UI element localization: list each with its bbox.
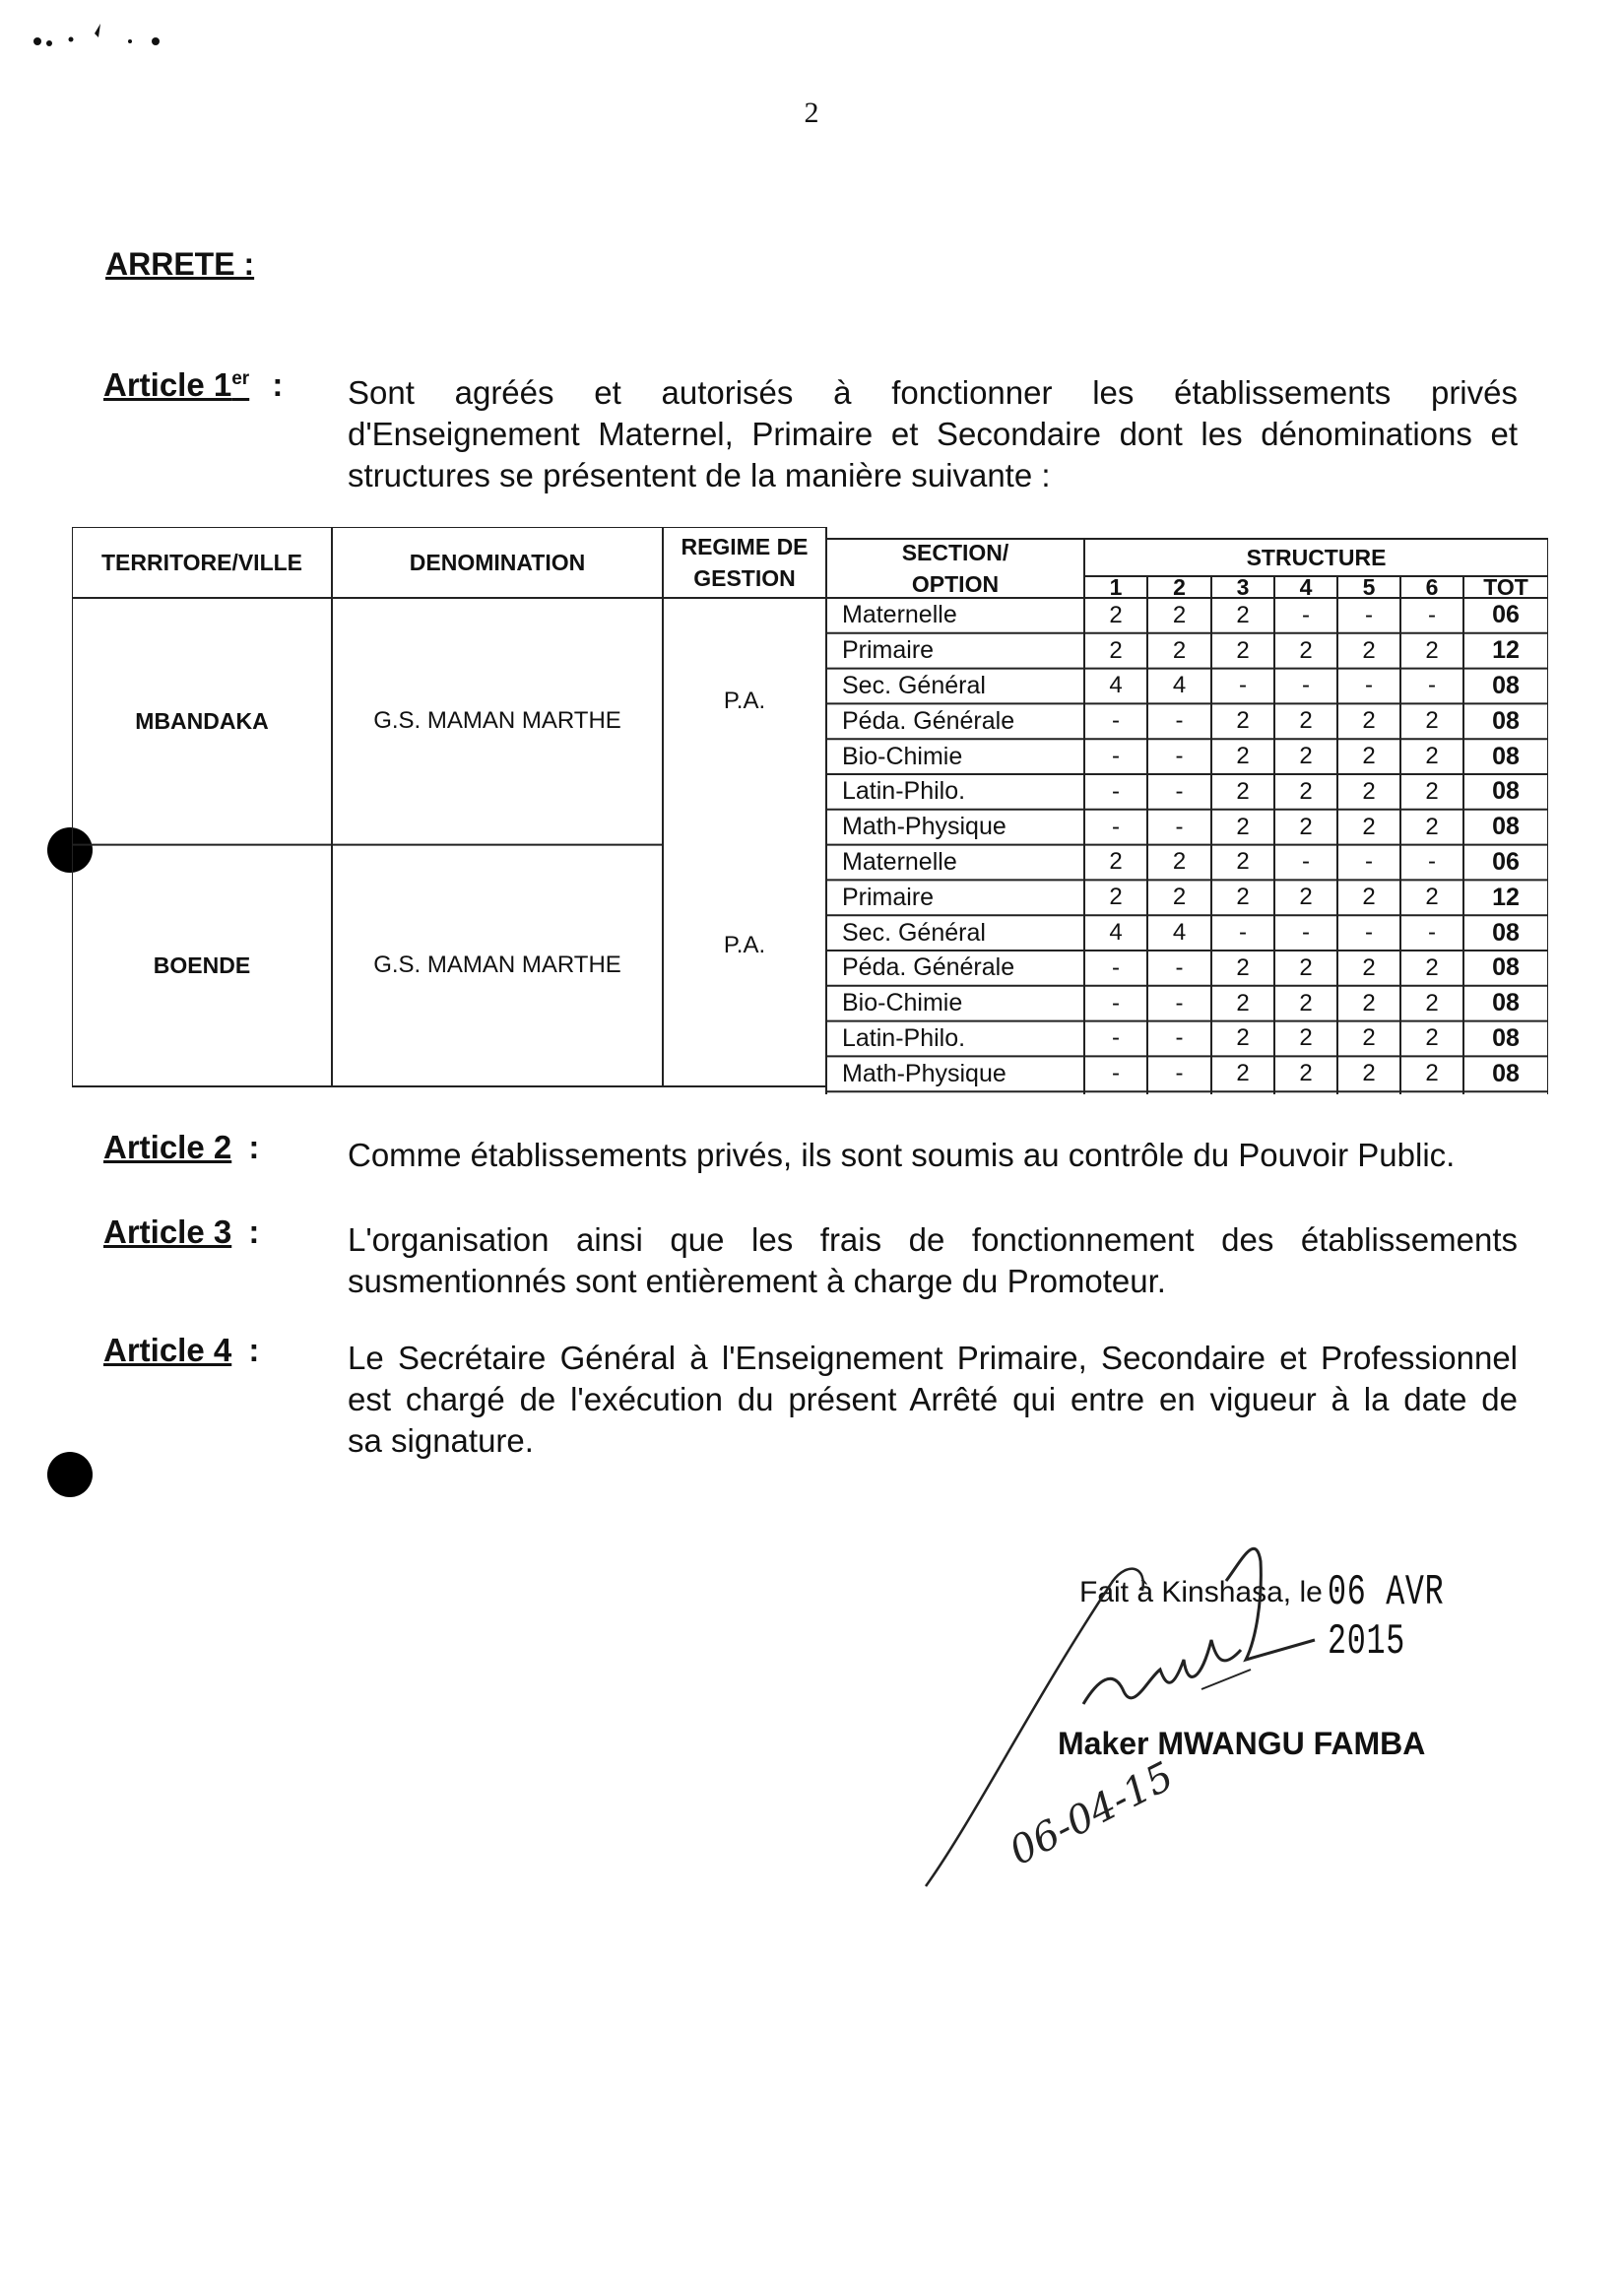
place-date: Fait à Kinshasa, le	[1079, 1576, 1323, 1608]
value-row-8-col-4: -	[1302, 848, 1310, 876]
header-col-3: 3	[1236, 574, 1250, 600]
value-row-6-col-1: -	[1112, 777, 1120, 805]
article-4-label: Article 4 :	[103, 1332, 260, 1368]
value-row-2-col-7: 12	[1492, 636, 1520, 665]
article-4-line-3: sa signature.	[348, 1422, 534, 1459]
value-row-7-col-6: 2	[1425, 813, 1439, 840]
value-row-7-col-7: 08	[1492, 813, 1520, 841]
page-number: 2	[804, 97, 819, 129]
denomination-2: G.S. MAMAN MARTHE	[373, 951, 621, 979]
value-row-8-col-7: 06	[1492, 847, 1520, 876]
value-row-5-col-2: -	[1175, 743, 1184, 770]
value-row-13-col-5: 2	[1362, 1024, 1376, 1052]
value-row-3-col-5: -	[1365, 672, 1373, 699]
value-row-4-col-7: 08	[1492, 706, 1520, 735]
value-row-9-col-1: 2	[1109, 884, 1123, 911]
article-4-text	[348, 1338, 1518, 1462]
value-row-5-col-1: -	[1112, 743, 1120, 770]
value-row-3-col-1: 4	[1109, 672, 1123, 699]
value-row-6-col-6: 2	[1425, 777, 1439, 805]
punch-hole-bottom	[47, 1452, 93, 1497]
value-row-13-col-3: 2	[1236, 1024, 1250, 1052]
value-row-14-col-7: 08	[1492, 1059, 1520, 1087]
value-row-13-col-6: 2	[1425, 1024, 1439, 1052]
value-row-3-col-6: -	[1428, 672, 1436, 699]
value-row-2-col-5: 2	[1362, 636, 1376, 664]
value-row-7-col-5: 2	[1362, 813, 1376, 840]
value-row-12-col-7: 08	[1492, 989, 1520, 1017]
value-row-11-col-1: -	[1112, 953, 1120, 981]
header-structure: STRUCTURE	[1246, 545, 1387, 570]
value-row-11-col-6: 2	[1425, 953, 1439, 981]
decision-heading: ARRETE :	[105, 246, 255, 282]
value-row-2-col-6: 2	[1425, 636, 1439, 664]
date-stamp: 06 AVR 2015	[1328, 1568, 1445, 1667]
value-row-8-col-6: -	[1428, 848, 1436, 876]
article-1-line-3: structures se présentent de la manière suivante :	[348, 457, 1051, 493]
value-row-4-col-6: 2	[1425, 707, 1439, 735]
value-row-1-col-3: 2	[1236, 601, 1250, 628]
signatory-name: Maker MWANGU FAMBA	[1058, 1726, 1426, 1761]
value-row-10-col-2: 4	[1172, 919, 1187, 947]
handwritten-date: 06-04-15	[1003, 1753, 1182, 1874]
value-row-3-col-2: 4	[1172, 672, 1187, 699]
value-row-5-col-3: 2	[1236, 743, 1250, 770]
value-row-13-col-2: -	[1175, 1024, 1184, 1052]
structures-table	[72, 527, 1548, 1094]
value-row-13-col-7: 08	[1492, 1023, 1520, 1052]
section-row-13: Latin-Philo.	[842, 1023, 966, 1052]
value-row-6-col-2: -	[1175, 777, 1184, 805]
header-denomination: DENOMINATION	[409, 550, 586, 575]
value-row-1-col-1: 2	[1109, 601, 1123, 628]
value-row-1-col-4: -	[1302, 601, 1310, 628]
article-2-text	[348, 1135, 1518, 1176]
value-row-5-col-5: 2	[1362, 743, 1376, 770]
value-row-5-col-6: 2	[1425, 743, 1439, 770]
section-row-6: Latin-Philo.	[842, 777, 966, 806]
value-row-12-col-5: 2	[1362, 989, 1376, 1017]
article-3-line-2: susmentionnés sont entièrement à charge du Promoteur.	[348, 1263, 1166, 1299]
value-row-12-col-1: -	[1112, 989, 1120, 1017]
value-row-1-col-5: -	[1365, 601, 1373, 628]
section-row-5: Bio-Chimie	[842, 742, 963, 770]
value-row-12-col-2: -	[1175, 989, 1184, 1017]
header-col-7: TOT	[1483, 574, 1528, 600]
article-3-text	[348, 1219, 1518, 1302]
value-row-13-col-1: -	[1112, 1024, 1120, 1052]
value-row-10-col-6: -	[1428, 919, 1436, 947]
value-row-11-col-5: 2	[1362, 953, 1376, 981]
value-row-9-col-5: 2	[1362, 884, 1376, 911]
value-row-3-col-7: 08	[1492, 671, 1520, 699]
value-row-4-col-3: 2	[1236, 707, 1250, 735]
article-3-line-1: L'organisation ainsi que les frais de fonctionnement des établissements	[348, 1221, 1518, 1258]
value-row-1-col-2: 2	[1172, 601, 1187, 628]
header-col-5: 5	[1362, 574, 1376, 600]
article-1-line-1: Sont agréés et autorisés à fonctionner les établissements privés	[348, 374, 1518, 411]
value-row-8-col-5: -	[1365, 848, 1373, 876]
value-row-10-col-5: -	[1365, 919, 1373, 947]
article-3-label: Article 3 :	[103, 1214, 260, 1250]
value-row-1-col-7: 06	[1492, 601, 1520, 629]
value-row-9-col-3: 2	[1236, 884, 1250, 911]
value-row-8-col-1: 2	[1109, 848, 1123, 876]
value-row-6-col-4: 2	[1299, 777, 1313, 805]
value-row-9-col-4: 2	[1299, 884, 1313, 911]
value-row-14-col-2: -	[1175, 1060, 1184, 1087]
value-row-14-col-5: 2	[1362, 1060, 1376, 1087]
value-row-2-col-1: 2	[1109, 636, 1123, 664]
value-row-14-col-3: 2	[1236, 1060, 1250, 1087]
value-row-2-col-3: 2	[1236, 636, 1250, 664]
value-row-6-col-3: 2	[1236, 777, 1250, 805]
section-row-3: Sec. Général	[842, 671, 986, 699]
value-row-8-col-3: 2	[1236, 848, 1250, 876]
value-row-6-col-5: 2	[1362, 777, 1376, 805]
article-1-line-2: d'Enseignement Maternel, Primaire et Secondaire dont les dénominations et	[348, 416, 1518, 452]
regime-2: P.A.	[723, 932, 766, 959]
header-col-6: 6	[1425, 574, 1439, 600]
territory-2: BOENDE	[153, 952, 251, 979]
article-2-line-1: Comme établissements privés, ils sont soumis au contrôle du Pouvoir Public.	[348, 1137, 1456, 1173]
value-row-4-col-1: -	[1112, 707, 1120, 735]
scan-speckles	[30, 20, 177, 59]
value-row-4-col-4: 2	[1299, 707, 1313, 735]
section-row-10: Sec. Général	[842, 918, 986, 947]
value-row-4-col-5: 2	[1362, 707, 1376, 735]
section-row-9: Primaire	[842, 883, 935, 911]
territory-1: MBANDAKA	[135, 708, 269, 735]
article-4-line-2: est chargé de l'exécution du présent Arrêté qui entre en vigueur à la date de	[348, 1381, 1518, 1417]
header-territory: TERRITORE/VILLE	[100, 550, 303, 575]
article-1-text	[348, 372, 1518, 496]
value-row-11-col-4: 2	[1299, 953, 1313, 981]
article-1-title: Article 1er	[103, 366, 250, 403]
value-row-9-col-6: 2	[1425, 884, 1439, 911]
value-row-12-col-4: 2	[1299, 989, 1313, 1017]
section-row-7: Math-Physique	[842, 813, 1006, 841]
header-col-4: 4	[1299, 574, 1313, 600]
value-row-7-col-4: 2	[1299, 813, 1313, 840]
section-row-4: Péda. Générale	[842, 706, 1015, 735]
value-row-4-col-2: -	[1175, 707, 1184, 735]
value-row-10-col-7: 08	[1492, 918, 1520, 947]
handwritten-signature	[916, 1522, 1330, 1916]
value-row-14-col-4: 2	[1299, 1060, 1313, 1087]
article-1-label: Article 1er :	[103, 366, 284, 403]
value-row-14-col-1: -	[1112, 1060, 1120, 1087]
header-col-1: 1	[1109, 574, 1123, 600]
value-row-7-col-3: 2	[1236, 813, 1250, 840]
value-row-11-col-3: 2	[1236, 953, 1250, 981]
value-row-10-col-4: -	[1302, 919, 1310, 947]
section-row-11: Péda. Générale	[842, 953, 1015, 982]
value-row-13-col-4: 2	[1299, 1024, 1313, 1052]
article-4-line-1: Le Secrétaire Général à l'Enseignement Primaire, Secondaire et Professionnel	[348, 1340, 1518, 1376]
value-row-2-col-2: 2	[1172, 636, 1187, 664]
value-row-11-col-7: 08	[1492, 953, 1520, 982]
denomination-1: G.S. MAMAN MARTHE	[373, 707, 621, 735]
value-row-9-col-2: 2	[1172, 884, 1187, 911]
value-row-10-col-3: -	[1239, 919, 1247, 947]
article-2-label: Article 2 :	[103, 1129, 260, 1165]
value-row-12-col-3: 2	[1236, 989, 1250, 1017]
value-row-5-col-7: 08	[1492, 742, 1520, 770]
value-row-3-col-3: -	[1239, 672, 1247, 699]
section-row-12: Bio-Chimie	[842, 989, 963, 1017]
value-row-9-col-7: 12	[1492, 883, 1520, 911]
value-row-3-col-4: -	[1302, 672, 1310, 699]
value-row-7-col-2: -	[1175, 813, 1184, 840]
value-row-12-col-6: 2	[1425, 989, 1439, 1017]
header-regime: REGIME DE GESTION	[681, 534, 809, 591]
value-row-8-col-2: 2	[1172, 848, 1187, 876]
value-row-5-col-4: 2	[1299, 743, 1313, 770]
value-row-7-col-1: -	[1112, 813, 1120, 840]
header-section: SECTION/ OPTION	[901, 540, 1009, 597]
section-row-1: Maternelle	[842, 601, 957, 629]
value-row-2-col-4: 2	[1299, 636, 1313, 664]
regime-1: P.A.	[723, 688, 766, 715]
value-row-10-col-1: 4	[1109, 919, 1123, 947]
value-row-1-col-6: -	[1428, 601, 1436, 628]
header-col-2: 2	[1173, 574, 1186, 600]
value-row-14-col-6: 2	[1425, 1060, 1439, 1087]
section-row-8: Maternelle	[842, 847, 957, 876]
section-row-2: Primaire	[842, 636, 935, 665]
section-row-14: Math-Physique	[842, 1059, 1006, 1087]
value-row-11-col-2: -	[1175, 953, 1184, 981]
value-row-6-col-7: 08	[1492, 777, 1520, 806]
